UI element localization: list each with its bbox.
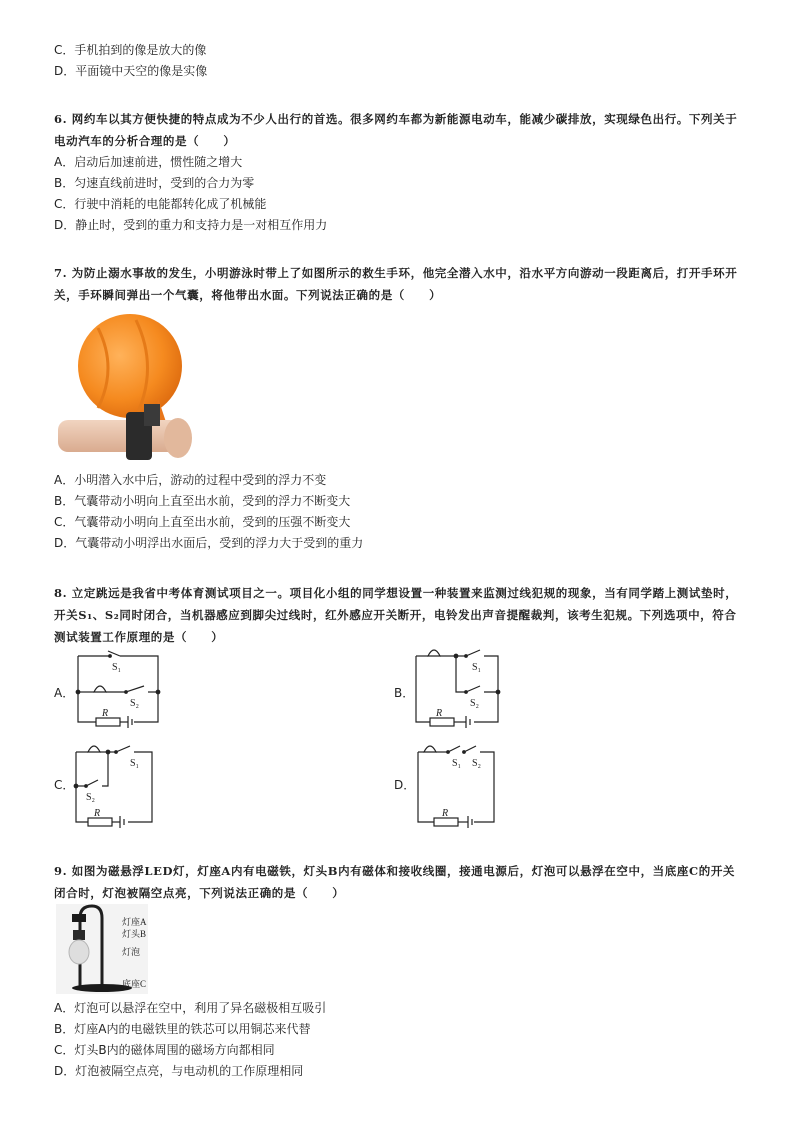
- q9-option-a: A．灯泡可以悬浮在空中，利用了异名磁极相互吸引: [54, 1001, 327, 1015]
- q9-option-c: C．灯头B内的磁体周围的磁场方向都相同: [54, 1043, 275, 1057]
- q6-option-a: A．启动后加速前进，惯性随之增大: [54, 155, 243, 169]
- prev-option-d: D．平面镜中天空的像是实像: [54, 64, 208, 78]
- circuit-d-s1: S₁: [452, 758, 462, 769]
- q8-label-b: B．: [394, 686, 415, 700]
- rescue-bracelet-image: [58, 308, 194, 466]
- question-6-stem: 6. 网约车以其方便快捷的特点成为不少人出行的首选。很多网约车都为新能源电动车，能减少碳排放，实现绿色出行。下列关于电动汽车的分析合理的是（ ）: [54, 112, 738, 148]
- q7-option-a: A．小明潜入水中后，游动的过程中受到的浮力不变: [54, 473, 327, 487]
- label-base-c: 底座C: [122, 979, 147, 989]
- circuit-d-s2: S₂: [472, 758, 482, 769]
- q6-option-b: B．匀速直线前进时，受到的合力为零: [54, 176, 255, 190]
- circuit-d-r: R: [442, 808, 449, 819]
- circuit-c-s1: S₁: [130, 758, 140, 769]
- circuit-c-r: R: [94, 808, 101, 819]
- q8-label-d: D．: [394, 778, 416, 792]
- q7-option-c: C．气囊带动小明向上直至出水前，受到的压强不断变大: [54, 515, 351, 529]
- circuit-a-s1: S₁: [112, 662, 122, 673]
- q7-option-b: B．气囊带动小明向上直至出水前，受到的浮力不断变大: [54, 494, 351, 508]
- q9-option-b: B．灯座A内的电磁铁里的铁芯可以用铜芯来代替: [54, 1022, 311, 1036]
- q8-label-a: A．: [54, 686, 75, 700]
- question-9-stem: 9. 如图为磁悬浮LED灯，灯座A内有电磁铁，灯头B内有磁体和接收线圈，接通电源后，灯泡可以悬浮在空中，当底座C的开关闭合时，灯泡被隔空点亮，下列说法正确的是（ ）: [54, 864, 736, 900]
- circuit-b-s1: S₁: [472, 662, 482, 673]
- circuit-d-diagram: [414, 740, 510, 830]
- circuit-b-diagram: [412, 646, 508, 738]
- question-7-stem: 7. 为防止溺水事故的发生，小明游泳时带上了如图所示的救生手环，他完全潜入水中，沿水平方向游动一段距离后，打开手环开关，手环瞬间弹出一个气囊，将他带出水面。下列说法正确的是（ ）: [54, 266, 738, 302]
- q6-option-c: C．行驶中消耗的电能都转化成了机械能: [54, 197, 267, 211]
- question-8-stem: 8. 立定跳远是我省中考体育测试项目之一。项目化小组的同学想设置一种装置来监测过线犯规的现象，当有同学踏上测试垫时，开关S₁、S₂同时闭合，当机器感应到脚尖过线时，红外感应开关断开，电铃发出声音提醒裁判，该考生犯规。下列选项中，符合测试装置工作原理的是（ ）: [54, 586, 738, 644]
- circuit-c-s2: S₂: [86, 792, 96, 803]
- prev-option-c: C．手机拍到的像是放大的像: [54, 43, 207, 57]
- q9-option-d: D．灯泡被隔空点亮，与电动机的工作原理相同: [54, 1064, 304, 1078]
- circuit-a-s2: S₂: [130, 698, 140, 709]
- label-bulb: 灯泡: [122, 947, 141, 957]
- circuit-a-diagram: [72, 650, 168, 738]
- maglev-lamp-labels: [120, 904, 200, 996]
- circuit-a-r: R: [102, 708, 109, 719]
- q8-label-c: C．: [54, 778, 75, 792]
- circuit-c-diagram: [72, 740, 168, 830]
- q7-option-d: D．气囊带动小明浮出水面后，受到的浮力大于受到的重力: [54, 536, 364, 550]
- q6-option-d: D．静止时，受到的重力和支持力是一对相互作用力: [54, 218, 328, 232]
- label-lamp-holder-a: 灯座A: [122, 917, 147, 927]
- circuit-b-s2: S₂: [470, 698, 480, 709]
- circuit-b-r: R: [436, 708, 443, 719]
- label-lamp-head-b: 灯头B: [122, 929, 147, 939]
